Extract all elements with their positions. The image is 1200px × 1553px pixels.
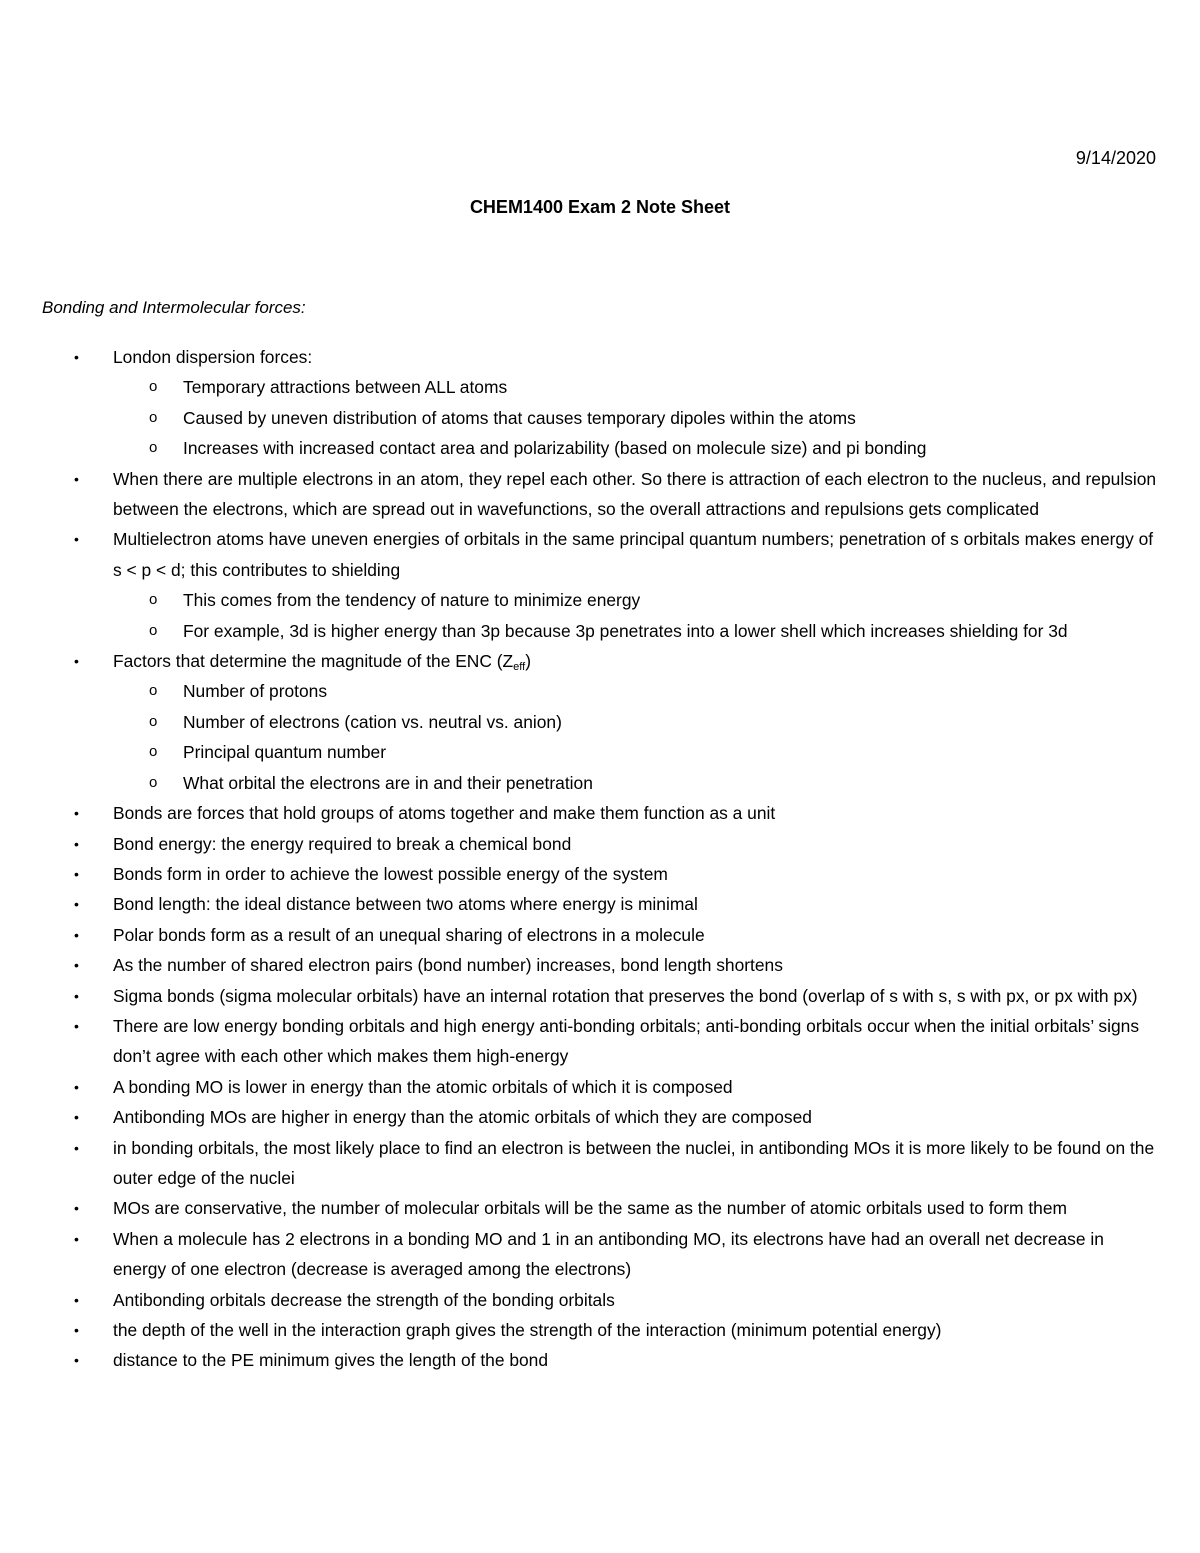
sub-note-text: For example, 3d is higher energy than 3p because 3p penetrates into a lower shell which increases shielding for 3d bbox=[183, 620, 1068, 641]
sub-note-list bbox=[113, 372, 1160, 463]
sub-note-item bbox=[149, 616, 1160, 646]
document-title: CHEM1400 Exam 2 Note Sheet bbox=[469, 197, 731, 217]
note-item bbox=[0, 1193, 1200, 1223]
note-item bbox=[0, 646, 1200, 798]
note-text: Antibonding orbitals decrease the strength of the bonding orbitals bbox=[113, 1289, 615, 1310]
bullet-icon: • bbox=[74, 835, 79, 852]
bullet-icon: • bbox=[74, 865, 79, 882]
bullet-icon: • bbox=[74, 957, 79, 974]
note-item bbox=[0, 859, 1200, 889]
note-text: When there are multiple electrons in an atom, they repel each other. So there is attraction of each electron to the nucleus, and repulsion between the electrons, which are spread out in wavefunctions, so the overall attractions and repulsions gets complicated bbox=[113, 468, 1157, 520]
note-item bbox=[0, 1285, 1200, 1315]
note-text: When a molecule has 2 electrons in a bonding MO and 1 in an antibonding MO, its electrons have had an overall net decrease in energy of one electron (decrease is averaged among the electrons) bbox=[113, 1228, 1104, 1280]
sub-note-item bbox=[149, 737, 1160, 767]
bullet-icon: • bbox=[74, 1078, 79, 1095]
sub-note-text: Increases with increased contact area and polarizability (based on molecule size) and pi bonding bbox=[183, 438, 927, 459]
notes-content bbox=[0, 342, 1200, 1376]
sub-note-item bbox=[149, 585, 1160, 615]
bullet-icon: • bbox=[74, 1139, 79, 1156]
sub-note-item bbox=[149, 707, 1160, 737]
sub-note-item bbox=[149, 768, 1160, 798]
bullet-icon: • bbox=[74, 987, 79, 1004]
note-text: Bond energy: the energy required to break a chemical bond bbox=[113, 833, 572, 854]
sub-note-text: Temporary attractions between ALL atoms bbox=[183, 377, 508, 398]
note-item bbox=[0, 798, 1200, 828]
bullet-icon: • bbox=[74, 805, 79, 822]
sub-note-item bbox=[149, 433, 1160, 463]
bullet-icon: • bbox=[74, 653, 79, 670]
note-text: MOs are conservative, the number of molecular orbitals will be the same as the number of atomic orbitals used to form them bbox=[113, 1198, 1068, 1219]
sub-note-text: Caused by uneven distribution of atoms that causes temporary dipoles within the atoms bbox=[183, 407, 856, 428]
note-item bbox=[0, 1072, 1200, 1102]
note-item bbox=[0, 1133, 1200, 1194]
bullet-icon: • bbox=[74, 1230, 79, 1247]
bullet-icon: • bbox=[74, 1200, 79, 1217]
sub-bullet-icon: o bbox=[149, 682, 158, 700]
note-text: Factors that determine the magnitude of the ENC (Z bbox=[113, 651, 514, 672]
bullet-icon: • bbox=[74, 896, 79, 913]
bullet-icon: • bbox=[74, 1352, 79, 1369]
note-subscript: eff bbox=[513, 661, 526, 674]
note-item bbox=[0, 1102, 1200, 1132]
bullet-icon: • bbox=[74, 349, 79, 365]
note-item bbox=[0, 1011, 1200, 1072]
sub-bullet-icon: o bbox=[149, 773, 158, 791]
note-item bbox=[0, 1224, 1200, 1285]
note-item bbox=[0, 464, 1200, 525]
note-text: Antibonding MOs are higher in energy than the atomic orbitals of which they are composed bbox=[113, 1107, 812, 1128]
note-item bbox=[0, 981, 1200, 1011]
bullet-icon: • bbox=[74, 926, 79, 943]
sub-bullet-icon: o bbox=[149, 712, 158, 730]
note-item bbox=[0, 1315, 1200, 1345]
note-item bbox=[0, 1345, 1200, 1375]
note-text: Multielectron atoms have uneven energies of orbitals in the same principal quantum numbers; penetration of s orbitals makes energy of s < p < d; this contributes to shielding bbox=[113, 529, 1154, 580]
bullet-icon: • bbox=[74, 1017, 79, 1034]
sub-note-text: Number of protons bbox=[183, 681, 328, 702]
note-text: There are low energy bonding orbitals and high energy anti-bonding orbitals; anti-bonding orbitals occur when the initial orbitals’ signs don’t agree with each other which makes them high-energy bbox=[113, 1015, 1140, 1067]
sub-note-item bbox=[149, 372, 1160, 402]
note-text: distance to the PE minimum gives the length of the bond bbox=[113, 1350, 549, 1371]
note-text: Sigma bonds (sigma molecular orbitals) have an internal rotation that preserves the bond (overlap of s with s, s with px, or px with px) bbox=[113, 985, 1138, 1006]
note-text-after: ) bbox=[525, 651, 531, 672]
notes-list bbox=[0, 342, 1200, 1376]
sub-bullet-icon: o bbox=[149, 408, 158, 426]
bullet-icon: • bbox=[74, 470, 79, 487]
bullet-icon: • bbox=[74, 1322, 79, 1338]
bullet-icon: • bbox=[74, 531, 79, 548]
note-item bbox=[0, 829, 1200, 859]
sub-note-list bbox=[113, 676, 1160, 798]
note-item bbox=[0, 920, 1200, 950]
sub-note-list bbox=[113, 585, 1160, 646]
sub-note-text: What orbital the electrons are in and their penetration bbox=[183, 772, 593, 793]
sub-bullet-icon: o bbox=[149, 621, 158, 639]
sub-bullet-icon: o bbox=[149, 378, 158, 396]
sub-note-item bbox=[149, 403, 1160, 433]
bullet-icon: • bbox=[74, 1109, 79, 1126]
note-text: Bond length: the ideal distance between two atoms where energy is minimal bbox=[113, 894, 698, 915]
sub-note-item bbox=[149, 676, 1160, 706]
section-heading: Bonding and Intermolecular forces: bbox=[42, 298, 306, 317]
note-text: London dispersion forces: bbox=[113, 347, 313, 367]
note-text: Bonds are forces that hold groups of atoms together and make them function as a unit bbox=[113, 803, 776, 824]
note-text: the depth of the well in the interaction graph gives the strength of the interaction (minimum potential energy) bbox=[113, 1320, 942, 1340]
note-item bbox=[0, 524, 1200, 646]
note-text: in bonding orbitals, the most likely place to find an electron is between the nuclei, in antibonding MOs it is more likely to be found on the outer edge of the nuclei bbox=[113, 1137, 1155, 1188]
note-text: As the number of shared electron pairs (bond number) increases, bond length shortens bbox=[113, 955, 783, 976]
note-text: Polar bonds form as a result of an unequal sharing of electrons in a molecule bbox=[113, 924, 705, 945]
sub-bullet-icon: o bbox=[149, 591, 158, 609]
bullet-icon: • bbox=[74, 1291, 79, 1308]
sub-note-text: This comes from the tendency of nature to minimize energy bbox=[183, 590, 641, 611]
note-text: Bonds form in order to achieve the lowest possible energy of the system bbox=[113, 863, 668, 884]
note-item bbox=[0, 950, 1200, 980]
note-text: A bonding MO is lower in energy than the atomic orbitals of which it is composed bbox=[113, 1076, 733, 1097]
sub-bullet-icon: o bbox=[149, 743, 158, 761]
sub-note-text: Principal quantum number bbox=[183, 742, 386, 763]
document-date: 9/14/2020 bbox=[1075, 148, 1156, 168]
note-item bbox=[0, 889, 1200, 919]
sub-note-text: Number of electrons (cation vs. neutral vs. anion) bbox=[183, 711, 562, 732]
sub-bullet-icon: o bbox=[149, 439, 158, 457]
note-item bbox=[0, 342, 1200, 464]
